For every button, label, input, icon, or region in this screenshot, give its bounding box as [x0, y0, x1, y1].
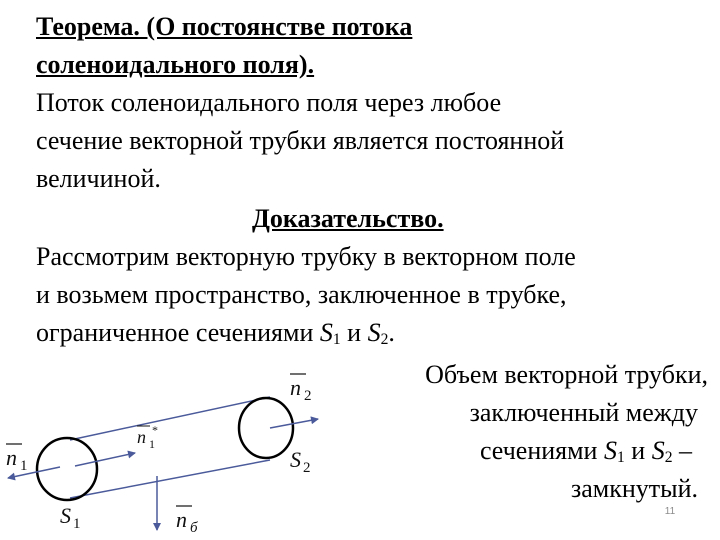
vector-tube-diagram [0, 360, 360, 540]
label-n1-star [137, 423, 158, 451]
theorem-statement-line3: величиной. [36, 164, 161, 193]
symbol-s: S [603, 436, 617, 465]
label-n2 [290, 374, 312, 404]
svg-text:2: 2 [303, 460, 311, 476]
dash: – [672, 436, 692, 465]
theorem-statement-line1: Поток соленоидального поля через любое [36, 88, 502, 117]
conclusion-line2: заключенный между [469, 398, 698, 427]
svg-text:1: 1 [73, 516, 81, 532]
subscript: 1 [332, 331, 341, 349]
theorem-statement-line2: сечение векторной трубки является постоянной [36, 126, 565, 155]
theorem-title-line1: Теорема. (О постоянстве потока [36, 12, 413, 41]
proof-line1: Рассмотрим векторную трубку в векторном поле [36, 242, 576, 271]
svg-text:S: S [290, 447, 301, 472]
subscript: 2 [664, 449, 673, 467]
label-nb [176, 506, 198, 536]
slide-number: 11 [664, 506, 676, 517]
symbol-s: S [367, 318, 381, 347]
svg-text:n: n [6, 445, 17, 470]
svg-text:n: n [290, 375, 301, 400]
theorem-title-line2: соленоидального поля). [36, 50, 315, 79]
tube-bottom-line [70, 460, 270, 498]
conjunction: и [624, 436, 652, 465]
subscript: 1 [616, 449, 625, 467]
svg-text:1: 1 [149, 437, 155, 451]
label-s2 [290, 447, 311, 476]
svg-text:*: * [152, 423, 158, 437]
proof-line2: и возьмем пространство, заключенное в трубке, [36, 280, 567, 309]
svg-text:1: 1 [20, 458, 28, 474]
period: . [388, 318, 395, 347]
svg-text:б: б [190, 520, 198, 536]
conclusion-line3 [480, 436, 692, 466]
conclusion-line4: замкнутый. [570, 474, 698, 503]
svg-text:n: n [176, 507, 187, 532]
conclusion-line3-text: сечениями [479, 436, 604, 465]
label-s1 [60, 503, 81, 532]
symbol-s: S [319, 318, 333, 347]
svg-text:S: S [60, 503, 71, 528]
conclusion-line1: Объем векторной трубки, [425, 360, 708, 389]
subscript: 2 [380, 331, 389, 349]
svg-text:n: n [137, 427, 146, 447]
section-s2-ellipse [239, 398, 293, 458]
proof-heading: Доказательство. [252, 204, 444, 233]
label-n1-left [6, 444, 28, 474]
svg-text:2: 2 [304, 388, 312, 404]
proof-line3-text: ограниченное сечениями [36, 318, 320, 347]
proof-line3 [36, 318, 395, 348]
symbol-s: S [651, 436, 665, 465]
section-s1-ellipse [37, 438, 97, 500]
conjunction: и [340, 318, 368, 347]
normal-n1-star-arrow [75, 453, 135, 466]
